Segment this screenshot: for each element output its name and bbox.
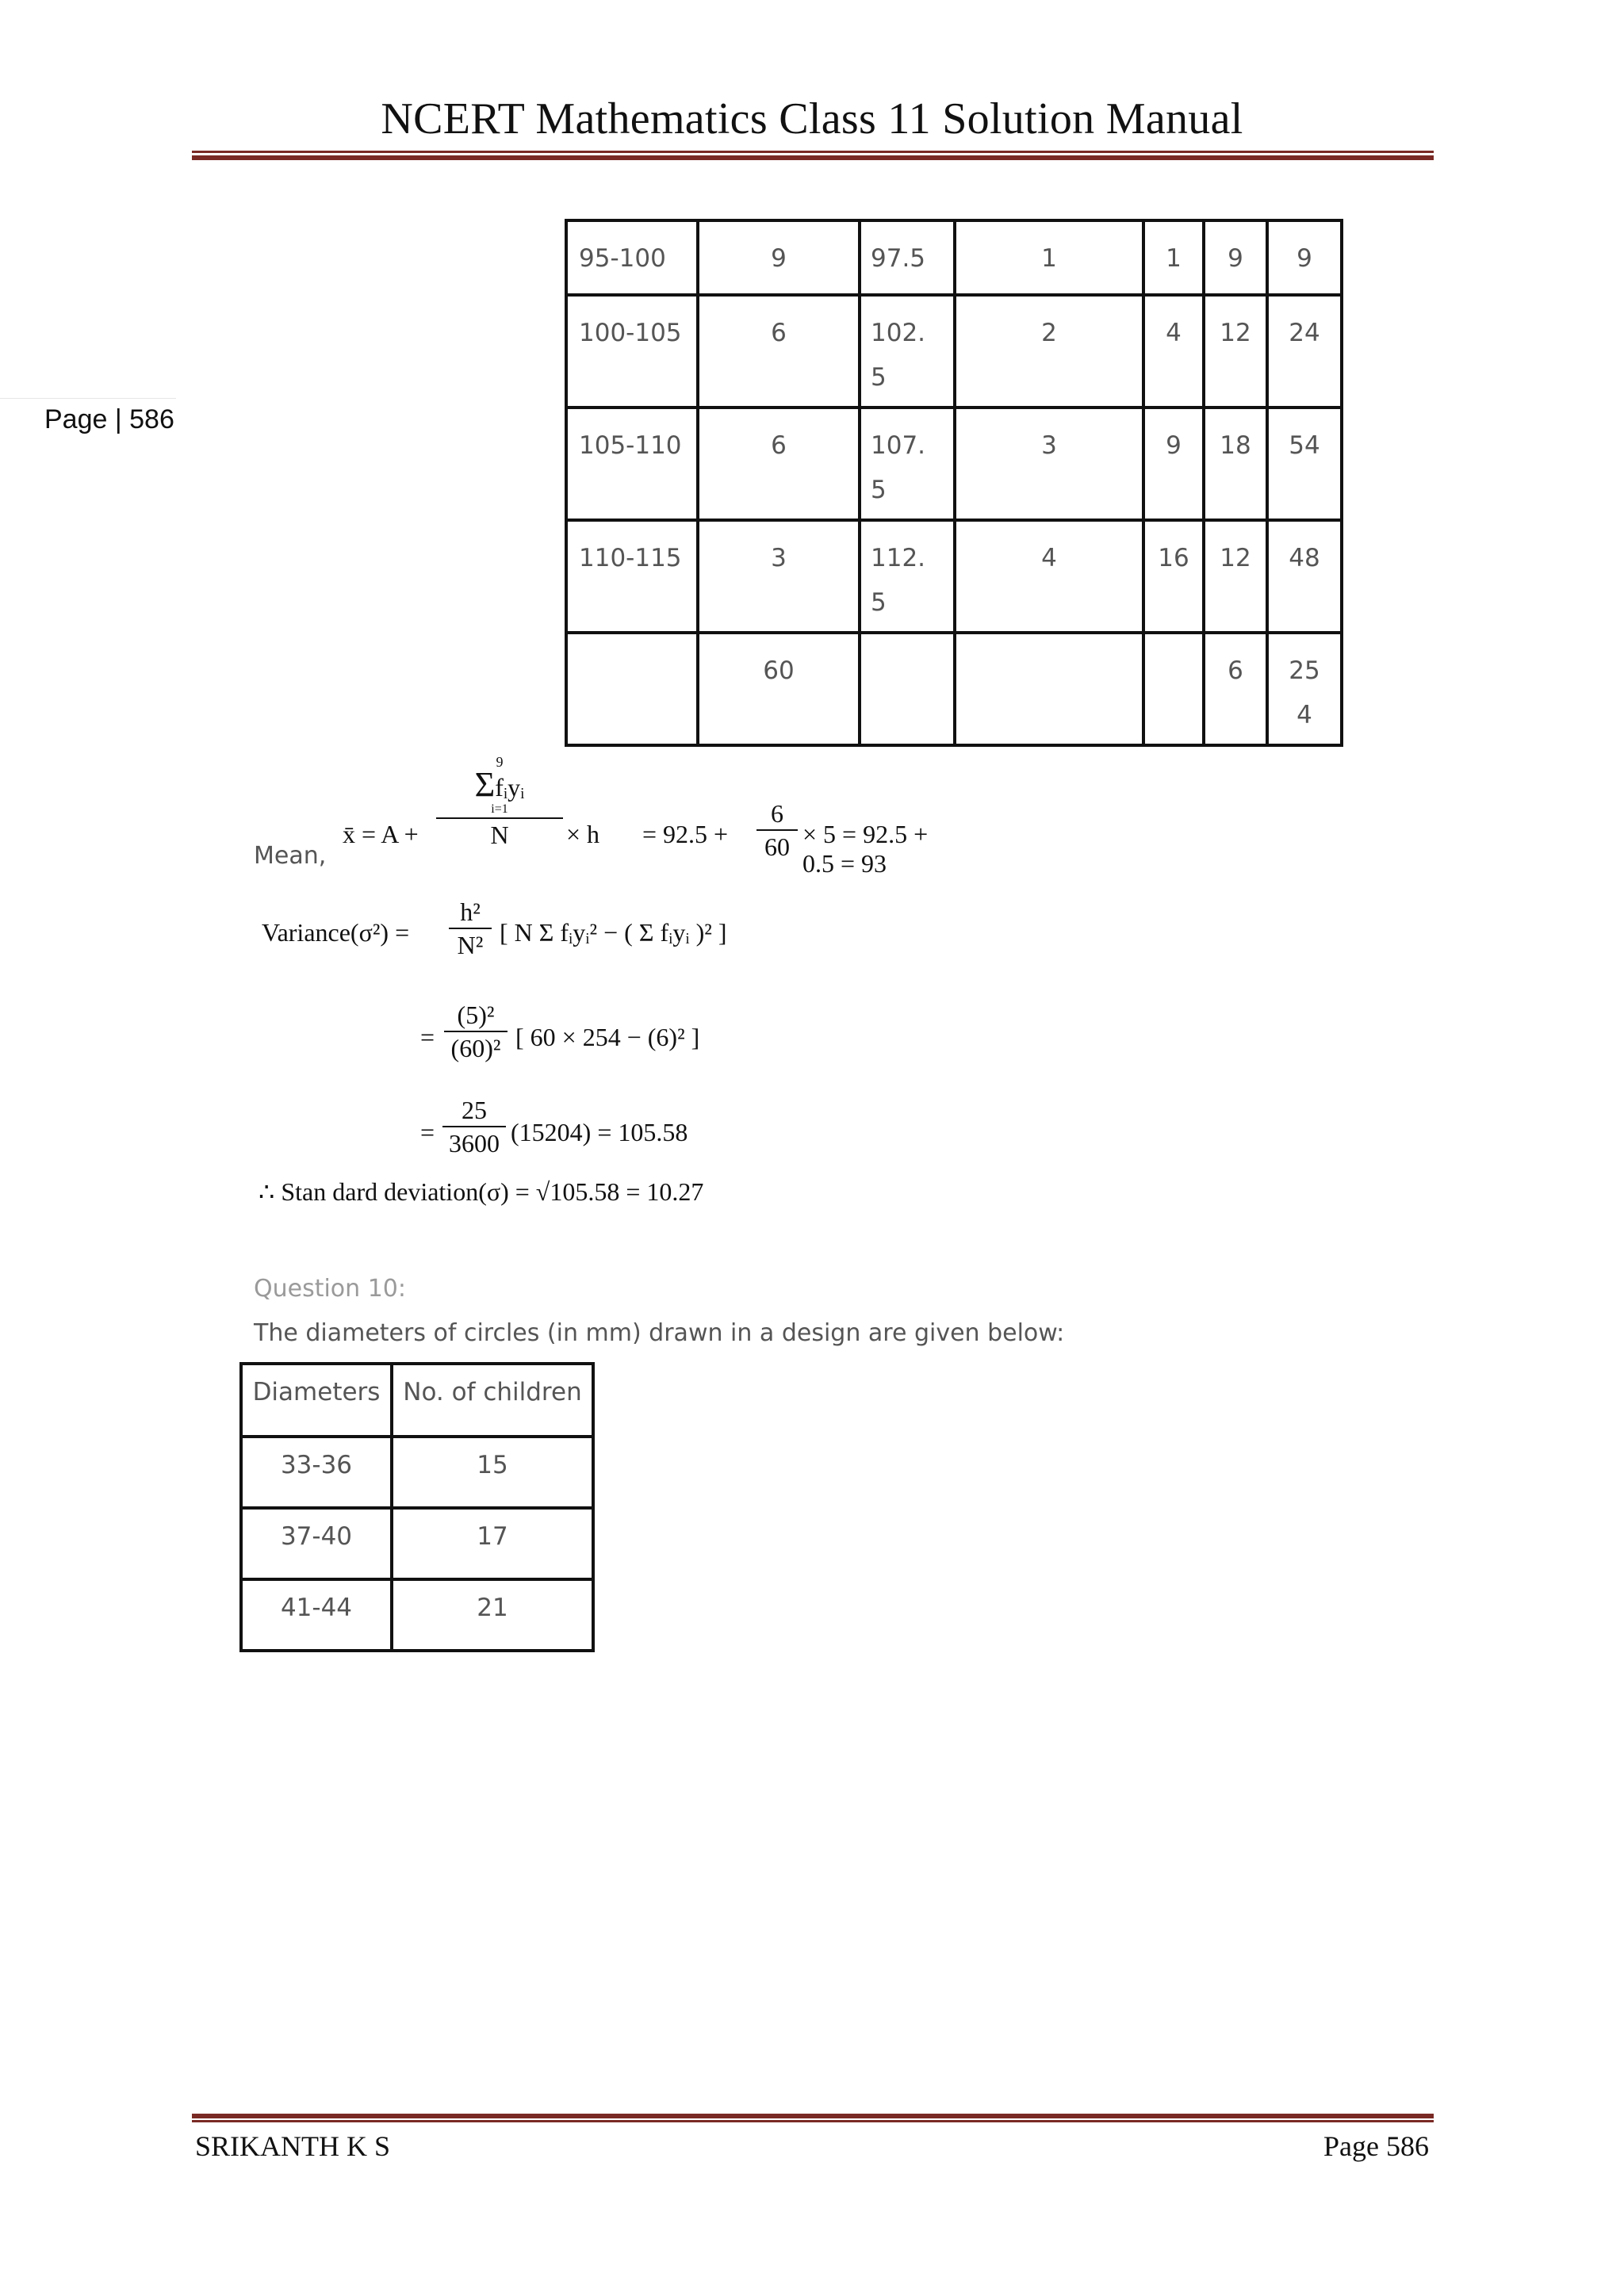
table-cell: 12: [1204, 520, 1267, 633]
table-cell: 9: [698, 220, 860, 295]
table-cell: 95-100: [566, 220, 698, 295]
mean-formula: [343, 754, 945, 878]
variance-line3-fraction: 25 3600: [442, 1094, 506, 1159]
question-text: The diameters of circles (in mm) drawn in a design are given below:: [254, 1319, 1065, 1347]
table-cell: 21: [392, 1579, 593, 1651]
table-header-cell: No. of children: [392, 1364, 593, 1437]
variance-line-1: [262, 886, 864, 982]
mean-lhs: x̄ = A +: [343, 820, 419, 848]
footer-author: SRIKANTH K S: [195, 2130, 391, 2162]
table-cell: 2: [955, 295, 1143, 408]
table-cell: 97.5: [860, 220, 955, 295]
header-rule-thick: [192, 155, 1434, 160]
table-header-cell: Diameters: [241, 1364, 392, 1437]
table-row: [241, 1579, 593, 1651]
variance-line3-rest: (15204) = 105.58: [511, 1118, 688, 1146]
table-cell: 9: [1143, 408, 1204, 520]
side-divider: [0, 398, 176, 399]
table-cell: 110-115: [566, 520, 698, 633]
mean-fraction: 6 60: [756, 798, 798, 863]
std-deviation-line: ∴ Stan dard deviation(σ) = √105.58 = 10.27: [259, 1177, 704, 1206]
table-cell: 102. 5: [860, 295, 955, 408]
table-cell: 54: [1267, 408, 1342, 520]
table-row: [566, 520, 1342, 633]
table-row: [566, 220, 1342, 295]
diameters-table: [239, 1362, 595, 1652]
footer-rule-thick: [192, 2114, 1434, 2118]
table-cell: [955, 633, 1143, 745]
variance-lhs: Variance(σ²) =: [262, 918, 410, 947]
table-cell: [860, 633, 955, 745]
variance-line2-fraction: (5)² (60)²: [444, 999, 508, 1064]
table-row: [241, 1508, 593, 1579]
table-cell: 6: [698, 295, 860, 408]
table-cell: 3: [955, 408, 1143, 520]
table-row: [241, 1437, 593, 1508]
table-cell: 16: [1143, 520, 1204, 633]
table-header-row: [241, 1364, 593, 1437]
variance-line-2: = (5)² (60)² [ 60 × 254 − (6)² ]: [420, 1001, 700, 1062]
table-cell: 100-105: [566, 295, 698, 408]
table-cell: 3: [698, 520, 860, 633]
table-cell: 18: [1204, 408, 1267, 520]
mean-rhs-end: × 5 = 92.5 + 0.5 = 93: [802, 820, 929, 878]
mean-rhs-start: = 92.5 +: [642, 820, 729, 848]
table-cell: 1: [1143, 220, 1204, 295]
table-row: [566, 408, 1342, 520]
table-cell: 9: [1267, 220, 1342, 295]
mean-label: Mean,: [254, 842, 327, 870]
table-cell: 9: [1204, 220, 1267, 295]
table-cell: 33-36: [241, 1437, 392, 1508]
table-cell: 4: [955, 520, 1143, 633]
question-title: Question 10:: [254, 1275, 406, 1303]
table-cell: 15: [392, 1437, 593, 1508]
table-cell: [1143, 633, 1204, 745]
table-cell: 25 4: [1267, 633, 1342, 745]
table-cell: 6: [1204, 633, 1267, 745]
variance-bracket: [ N Σ fᵢyᵢ² − ( Σ fᵢyᵢ )² ]: [500, 918, 727, 947]
table-cell: 1: [955, 220, 1143, 295]
frequency-table: [565, 219, 1343, 747]
table-row: [566, 633, 1342, 745]
table-cell: 41-44: [241, 1579, 392, 1651]
side-page-number: Page | 586: [44, 404, 174, 434]
table-cell: 107. 5: [860, 408, 955, 520]
table-cell: 24: [1267, 295, 1342, 408]
table-cell: 12: [1204, 295, 1267, 408]
table-row: [566, 295, 1342, 408]
footer-rule-thin: [192, 2120, 1434, 2122]
mean-times-h: × h: [566, 820, 600, 848]
header-rule-thin: [192, 151, 1434, 153]
table-cell: [566, 633, 698, 745]
page-header-title: NCERT Mathematics Class 11 Solution Manual: [381, 94, 1243, 144]
variance-line2-bracket: [ 60 × 254 − (6)² ]: [515, 1023, 700, 1051]
table-cell: 112. 5: [860, 520, 955, 633]
table-cell: 105-110: [566, 408, 698, 520]
table-cell: 60: [698, 633, 860, 745]
table-cell: 6: [698, 408, 860, 520]
table-cell: 4: [1143, 295, 1204, 408]
table-cell: 17: [392, 1508, 593, 1579]
table-cell: 48: [1267, 520, 1342, 633]
footer-page-number: Page 586: [1323, 2130, 1429, 2162]
variance-fraction: h² N²: [449, 896, 492, 961]
table-cell: 37-40: [241, 1508, 392, 1579]
mean-sum-numerator: 9 Σfᵢyᵢ i=1 N: [436, 755, 563, 851]
variance-line-3: = 25 3600 (15204) = 105.58: [420, 1096, 688, 1158]
